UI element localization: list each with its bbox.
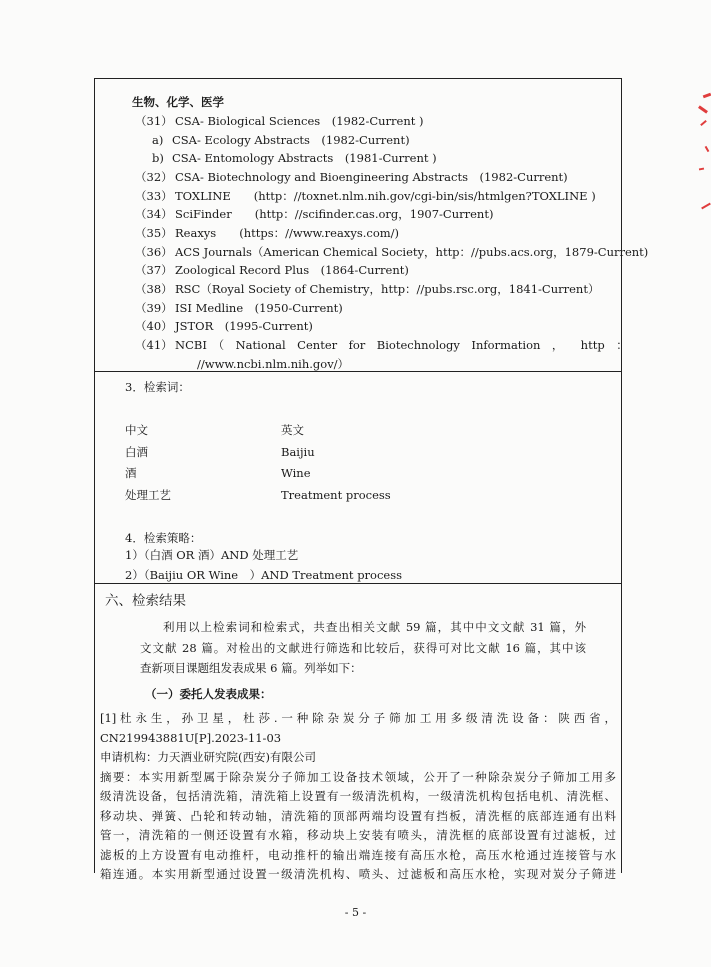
keyword-cn: 酒	[125, 466, 137, 480]
database-item: （33） TOXLINE (http：//toxnet.nlm.nih.gov/cgi-bin/sis/htmlgen?TOXLINE )	[135, 189, 596, 203]
database-item: （41） NCBI （ National Center for Biotechnology Information ， http ：	[135, 338, 628, 352]
database-item-continuation: //www.ncbi.nlm.nih.gov/）	[197, 357, 350, 371]
keyword-en: Treatment process	[281, 488, 391, 502]
database-item: （38） RSC（Royal Society of Chemistry，http：//pubs.rsc.org，1841-Current）	[135, 282, 600, 296]
keyword-cn: 处理工艺	[125, 488, 171, 502]
database-item: （31） CSA- Biological Sciences (1982-Current )	[135, 114, 424, 128]
strategy-line: 2）（Baijiu OR Wine ）AND Treatment process	[125, 568, 403, 582]
database-item: （37） Zoological Record Plus (1864-Current)	[135, 263, 409, 277]
keywords-col-english: 英文	[281, 423, 304, 437]
database-item: （40） JSTOR (1995-Current)	[135, 319, 313, 333]
database-item: （39） ISI Medline (1950-Current)	[135, 301, 343, 315]
row-divider	[95, 583, 621, 584]
database-item: （36） ACS Journals（American Chemical Society，http：//pubs.acs.org，1879-Current)	[135, 245, 649, 259]
keywords-heading: 3．检索词：	[125, 380, 190, 394]
strategy-heading: 4．检索策略：	[125, 531, 202, 545]
strategy-line: 1）（白酒 OR 酒）AND 处理工艺	[125, 548, 299, 562]
results-heading: 六、检索结果	[105, 593, 186, 609]
database-item: b) CSA- Entomology Abstracts (1981-Current )	[152, 151, 437, 165]
keyword-en: Baijiu	[281, 445, 315, 459]
page-number: - 5 -	[344, 906, 367, 919]
keyword-cn: 白酒	[125, 445, 148, 459]
database-item: （35） Reaxys (https：//www.reaxys.com/)	[135, 226, 400, 240]
keywords-col-chinese: 中文	[125, 423, 148, 437]
database-item: （32） CSA- Biotechnology and Bioengineering Abstracts (1982-Current)	[135, 170, 568, 184]
database-section-heading: 生物、化学、医学	[132, 95, 224, 109]
results-summary: 利用以上检索词和检索式，共查出相关文献 59 篇，其中中文文献 31 篇，外 文文献 28 篇。对检出的文献进行筛选和比较后，获得可对比文献 16 篇，其中该 查新项目课题组发表成果 6 篇。列举如下：	[140, 620, 586, 675]
keyword-en: Wine	[281, 466, 311, 480]
client-publications-heading: （一）委托人发表成果：	[145, 687, 272, 701]
database-item: a) CSA- Ecology Abstracts (1982-Current)	[152, 133, 410, 147]
bordered-form-table	[94, 78, 649, 881]
row-divider	[95, 371, 621, 372]
reference-entry: [1] 杜 永 生 ， 孙 卫 星 ， 杜 莎 . 一 种 除 杂 炭 分 子 筛 加 工 用 多 级 清 洗 设 备 ： 陕 西 省 ， CN219943881U[P].2023-11-03 申请机构：力天酒业研究院(西安)有限公司 摘要：本实用新型属于除杂炭分子筛加工设备技术领域，公开了一种除杂炭分子筛加工用多 级清洗设备，包括清洗箱，清洗箱上设置有一级清洗机构，一级清洗机构包括电机、清洗框、 移动块、弹簧、凸轮和转动轴，清洗箱的顶部两端均设置有挡板，清洗框的底部连通有出料 管一，清洗箱的一侧还设置有水箱，移动块上安装有喷头，清洗框的底部设置有过滤板，过 滤板的上方设置有电动推杆，电动推杆的输出端连接有高压水枪，高压水枪通过连接管与水 箱连通。本实用新型通过设置一级清洗机构、喷头、过滤板和高压水枪，实现对炭分子筛进	[100, 711, 616, 881]
database-item: （34） SciFinder (http：//scifinder.cas.org，1907-Current)	[135, 207, 494, 221]
